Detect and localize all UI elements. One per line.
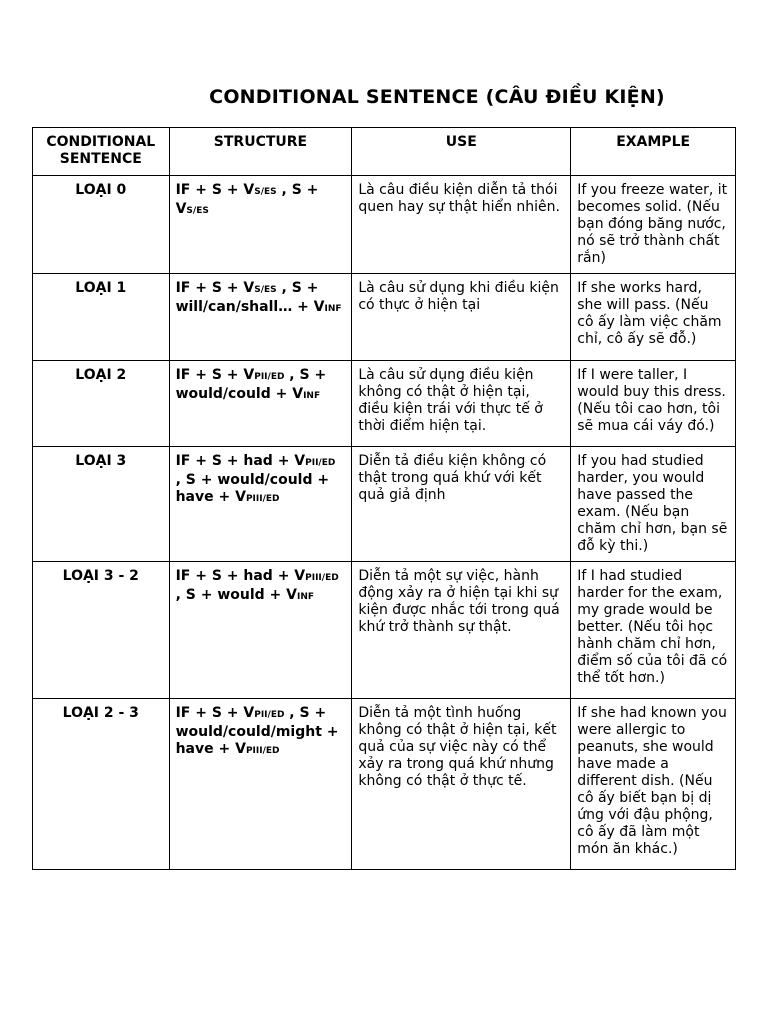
structure-subscript: PII/ED xyxy=(305,458,336,468)
row-structure xyxy=(169,176,352,274)
table-row xyxy=(33,699,736,870)
structure-text: , S + V xyxy=(175,182,319,217)
structure-text: IF + S + had + V xyxy=(175,453,306,469)
table-row xyxy=(33,447,736,562)
structure-text: IF + S + V xyxy=(175,705,255,721)
row-structure xyxy=(169,447,352,562)
table-row xyxy=(33,361,736,447)
structure-text: , S + would/could/might + have + V xyxy=(175,705,339,757)
row-use: Là câu điều kiện diễn tả thói quen hay sự thật hiển nhiên. xyxy=(352,176,571,274)
table-row xyxy=(33,274,736,361)
row-type: LOẠI 0 xyxy=(33,176,170,274)
row-example: If she had known you were allergic to peanuts, she would have made a different dish. (Nếu cô ấy biết bạn bị dị ứng với đậu phộng, cô ấy đã làm một món ăn khác.) xyxy=(571,699,736,870)
row-example: If she works hard, she will pass. (Nếu cô ấy làm việc chăm chỉ, cô ấy sẽ đỗ.) xyxy=(571,274,736,361)
row-example: If you freeze water, it becomes solid. (Nếu bạn đóng băng nước, nó sẽ trở thành chất rắn) xyxy=(571,176,736,274)
structure-subscript: PIII/ED xyxy=(245,746,280,756)
row-structure xyxy=(169,361,352,447)
page-title: CONDITIONAL SENTENCE (CÂU ĐIỀU KIỆN) xyxy=(209,86,665,108)
row-structure xyxy=(169,274,352,361)
structure-text: , S + would/could + V xyxy=(175,367,327,402)
structure-text: IF + S + V xyxy=(175,182,255,198)
row-use: Là câu sử dụng khi điều kiện có thực ở hiện tại xyxy=(352,274,571,361)
row-use: Diễn tả điều kiện không có thật trong quá khứ với kết quả giả định xyxy=(352,447,571,562)
header-conditional-sentence: CONDITIONAL SENTENCE xyxy=(33,128,170,176)
row-type: LOẠI 2 xyxy=(33,361,170,447)
table-row xyxy=(33,562,736,699)
row-type: LOẠI 3 - 2 xyxy=(33,562,170,699)
header-structure: STRUCTURE xyxy=(169,128,352,176)
row-use: Diễn tả một tình huống không có thật ở hiện tại, kết quả của sự việc này có thể xảy ra trong quá khứ nhưng không có thật ở thực tế. xyxy=(352,699,571,870)
row-use: Là câu sử dụng điều kiện không có thật ở hiện tại, điều kiện trái với thực tế ở thời điểm hiện tại. xyxy=(352,361,571,447)
structure-subscript: INF xyxy=(303,391,321,401)
structure-subscript: INF xyxy=(296,592,315,602)
structure-subscript: S/ES xyxy=(254,285,277,295)
row-type: LOẠI 1 xyxy=(33,274,170,361)
table-row xyxy=(33,176,736,274)
structure-text: , S + would/could + have + V xyxy=(175,472,330,505)
row-example: If I were taller, I would buy this dress. (Nếu tôi cao hơn, tôi sẽ mua cái váy đó.) xyxy=(571,361,736,447)
table-header-row xyxy=(33,128,736,176)
structure-text: IF + S + V xyxy=(175,367,255,383)
row-structure xyxy=(169,699,352,870)
structure-text: , S + would + V xyxy=(175,587,297,603)
header-use: USE xyxy=(352,128,571,176)
row-type: LOẠI 3 xyxy=(33,447,170,562)
structure-text: , S + will/can/shall… + V xyxy=(175,280,325,315)
row-example: If you had studied harder, you would have passed the exam. (Nếu bạn chăm chỉ hơn, bạn sẽ đỗ kỳ thi.) xyxy=(571,447,736,562)
structure-subscript: PII/ED xyxy=(254,372,285,382)
structure-subscript: PIII/ED xyxy=(245,494,280,504)
row-type: LOẠI 2 - 3 xyxy=(33,699,170,870)
row-example: If I had studied harder for the exam, my grade would be better. (Nếu tôi học hành chăm chỉ hơn, điểm số của tôi đã có thể tốt hơn.) xyxy=(571,562,736,699)
structure-subscript: S/ES xyxy=(186,206,209,216)
structure-text: IF + S + V xyxy=(175,280,255,296)
structure-subscript: S/ES xyxy=(254,187,277,197)
structure-subscript: PII/ED xyxy=(254,710,285,720)
conditional-table xyxy=(32,127,736,870)
structure-subscript: INF xyxy=(324,304,342,314)
structure-subscript: PIII/ED xyxy=(305,573,339,583)
header-example: EXAMPLE xyxy=(571,128,736,176)
row-structure xyxy=(169,562,352,699)
row-use: Diễn tả một sự việc, hành động xảy ra ở hiện tại khi sự kiện được nhắc tới trong quá khứ trở thành sự thật. xyxy=(352,562,571,699)
structure-text: IF + S + had + V xyxy=(175,568,306,584)
